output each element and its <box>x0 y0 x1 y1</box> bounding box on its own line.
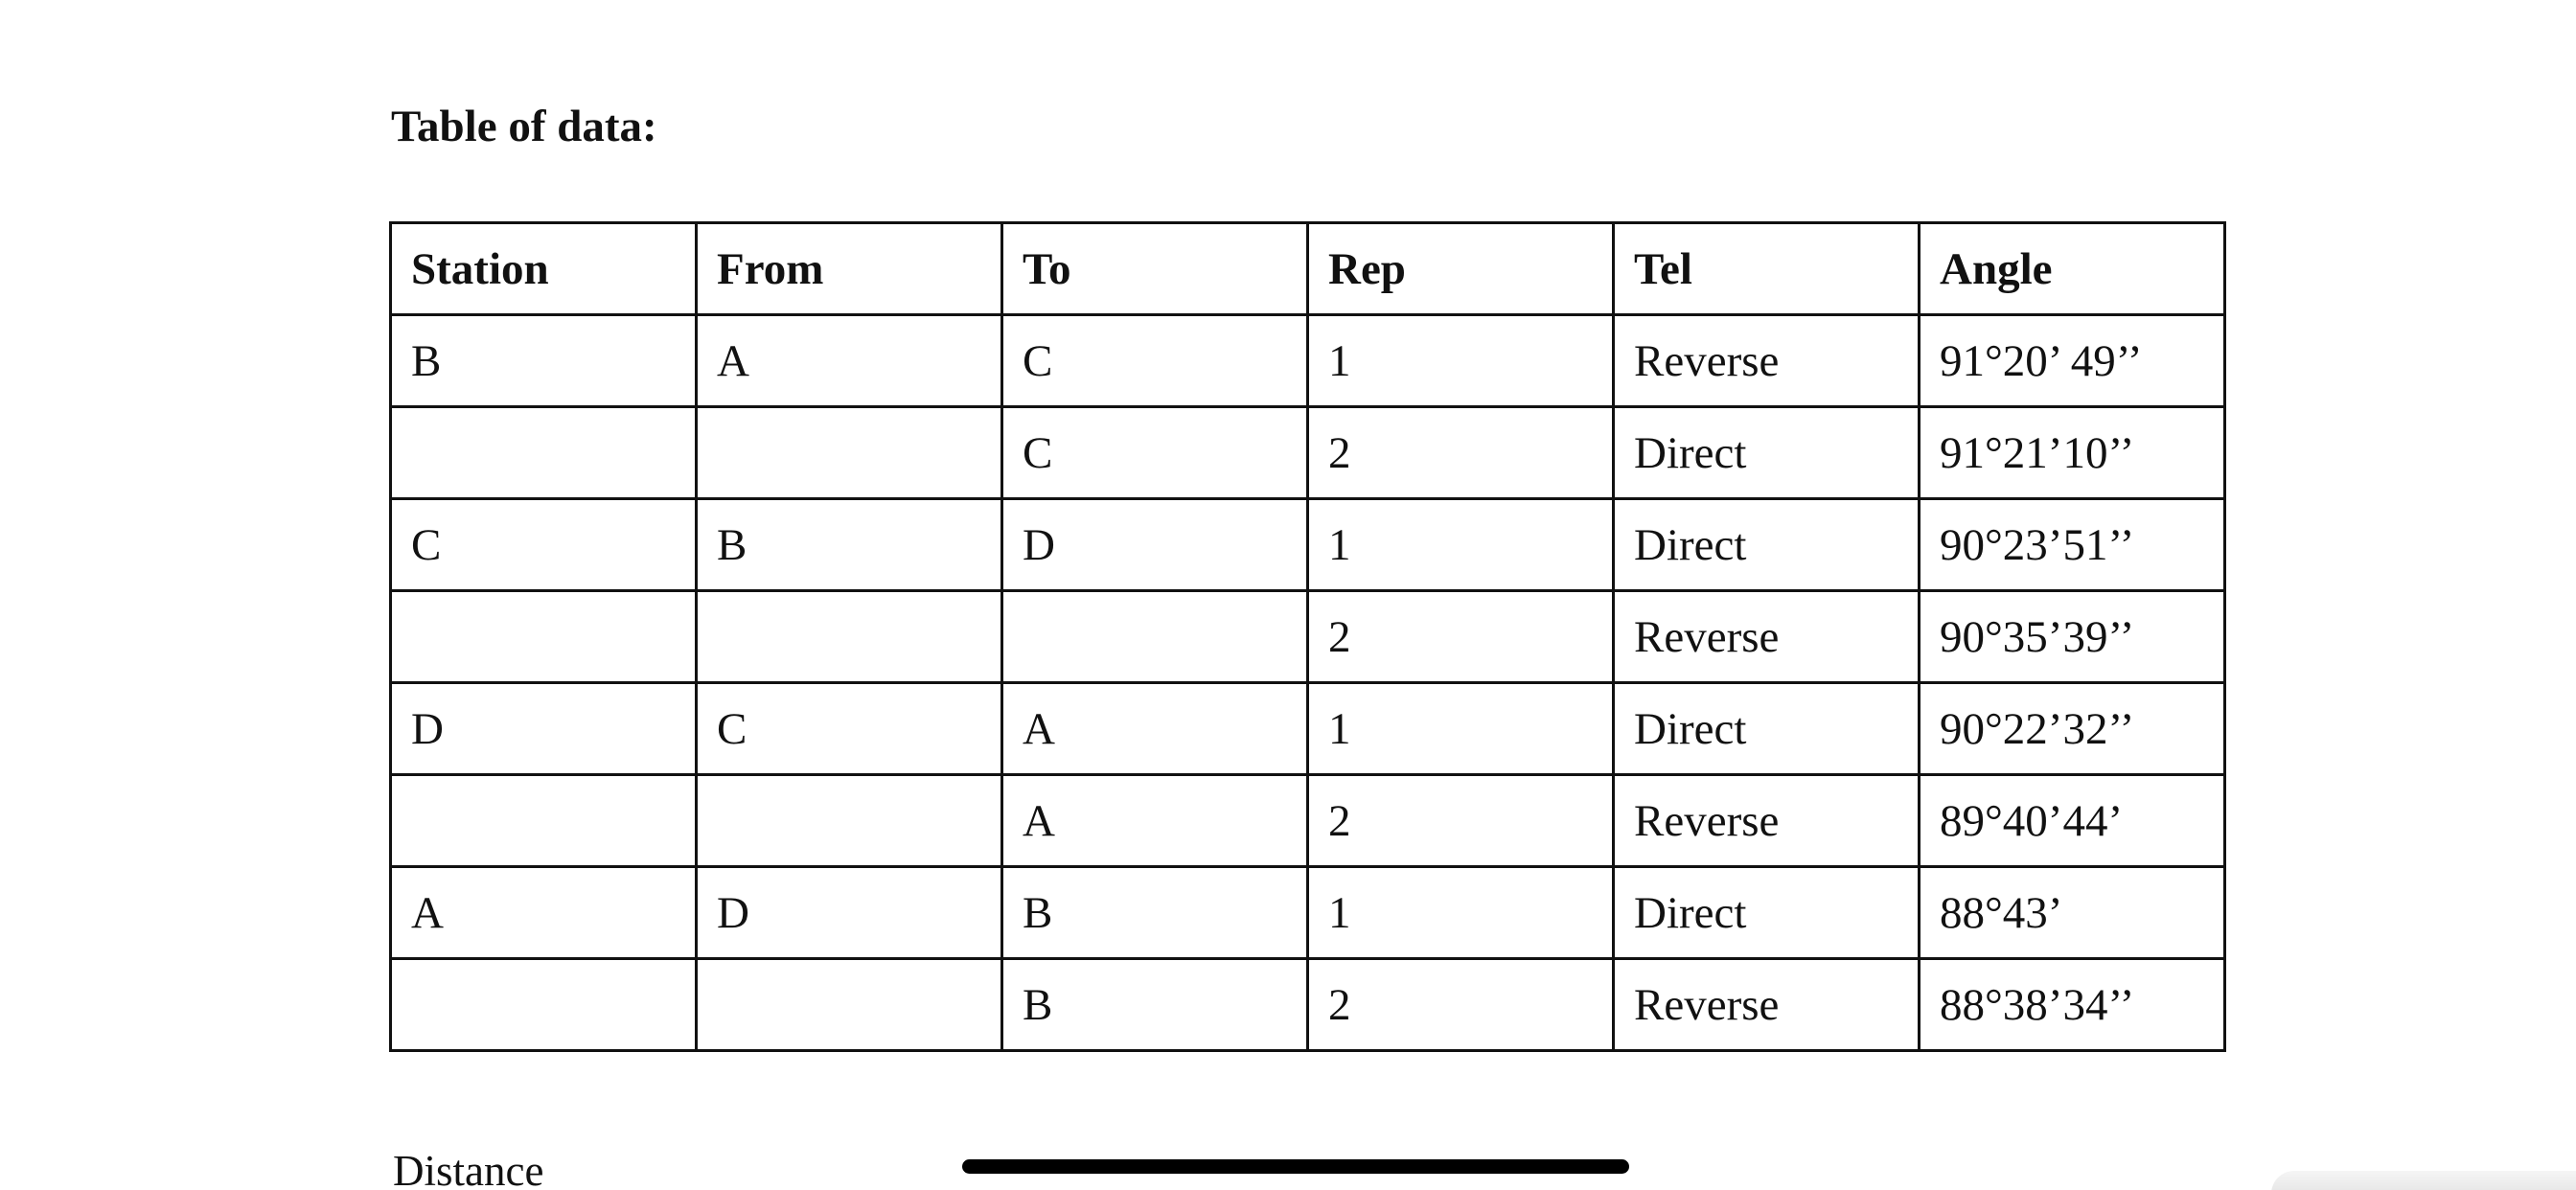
cell-rep: 2 <box>1308 407 1614 499</box>
cell-station <box>391 959 697 1051</box>
cell-station: D <box>391 683 697 775</box>
table-row <box>391 683 2225 775</box>
cell-rep: 2 <box>1308 591 1614 683</box>
cell-angle: 91°20’ 49’’ <box>1920 315 2225 407</box>
cell-station <box>391 591 697 683</box>
cell-tel: Direct <box>1614 407 1920 499</box>
cell-angle: 89°40’44’ <box>1920 775 2225 867</box>
cell-to <box>1002 591 1308 683</box>
cell-angle: 90°23’51’’ <box>1920 499 2225 591</box>
table-row <box>391 315 2225 407</box>
cell-rep: 2 <box>1308 775 1614 867</box>
cell-angle: 90°22’32’’ <box>1920 683 2225 775</box>
cell-rep: 1 <box>1308 867 1614 959</box>
cell-station: A <box>391 867 697 959</box>
cell-to: B <box>1002 867 1308 959</box>
cell-from <box>697 591 1002 683</box>
cell-tel: Direct <box>1614 867 1920 959</box>
cell-to: B <box>1002 959 1308 1051</box>
column-header-angle: Angle <box>1920 223 2225 315</box>
cell-angle: 88°43’ <box>1920 867 2225 959</box>
cell-station <box>391 775 697 867</box>
table-row <box>391 499 2225 591</box>
column-header-station: Station <box>391 223 697 315</box>
cell-tel: Reverse <box>1614 315 1920 407</box>
cell-from <box>697 775 1002 867</box>
data-table <box>389 221 2226 1052</box>
cell-to: C <box>1002 407 1308 499</box>
table-header <box>391 223 2225 315</box>
cell-to: A <box>1002 683 1308 775</box>
table-row <box>391 591 2225 683</box>
cell-from: C <box>697 683 1002 775</box>
table-body <box>391 315 2225 1051</box>
distance-label: Distance <box>393 1147 544 1190</box>
home-indicator-bar[interactable] <box>962 1159 1629 1174</box>
cell-from: D <box>697 867 1002 959</box>
cell-angle: 91°21’10’’ <box>1920 407 2225 499</box>
cell-to: D <box>1002 499 1308 591</box>
column-header-from: From <box>697 223 1002 315</box>
column-header-tel: Tel <box>1614 223 1920 315</box>
cell-from: B <box>697 499 1002 591</box>
cell-rep: 1 <box>1308 683 1614 775</box>
cell-tel: Direct <box>1614 683 1920 775</box>
table-heading: Table of data: <box>391 102 657 151</box>
table-row <box>391 959 2225 1051</box>
corner-shadow <box>2271 1171 2576 1190</box>
cell-from <box>697 407 1002 499</box>
cell-station <box>391 407 697 499</box>
cell-rep: 2 <box>1308 959 1614 1051</box>
cell-from <box>697 959 1002 1051</box>
table-header-row <box>391 223 2225 315</box>
cell-from: A <box>697 315 1002 407</box>
cell-tel: Reverse <box>1614 591 1920 683</box>
cell-to: A <box>1002 775 1308 867</box>
cell-station: C <box>391 499 697 591</box>
table-row <box>391 407 2225 499</box>
cell-rep: 1 <box>1308 499 1614 591</box>
cell-angle: 88°38’34’’ <box>1920 959 2225 1051</box>
column-header-rep: Rep <box>1308 223 1614 315</box>
table-row <box>391 775 2225 867</box>
cell-tel: Direct <box>1614 499 1920 591</box>
cell-angle: 90°35’39’’ <box>1920 591 2225 683</box>
cell-tel: Reverse <box>1614 959 1920 1051</box>
cell-rep: 1 <box>1308 315 1614 407</box>
cell-station: B <box>391 315 697 407</box>
table-row <box>391 867 2225 959</box>
column-header-to: To <box>1002 223 1308 315</box>
cell-to: C <box>1002 315 1308 407</box>
cell-tel: Reverse <box>1614 775 1920 867</box>
